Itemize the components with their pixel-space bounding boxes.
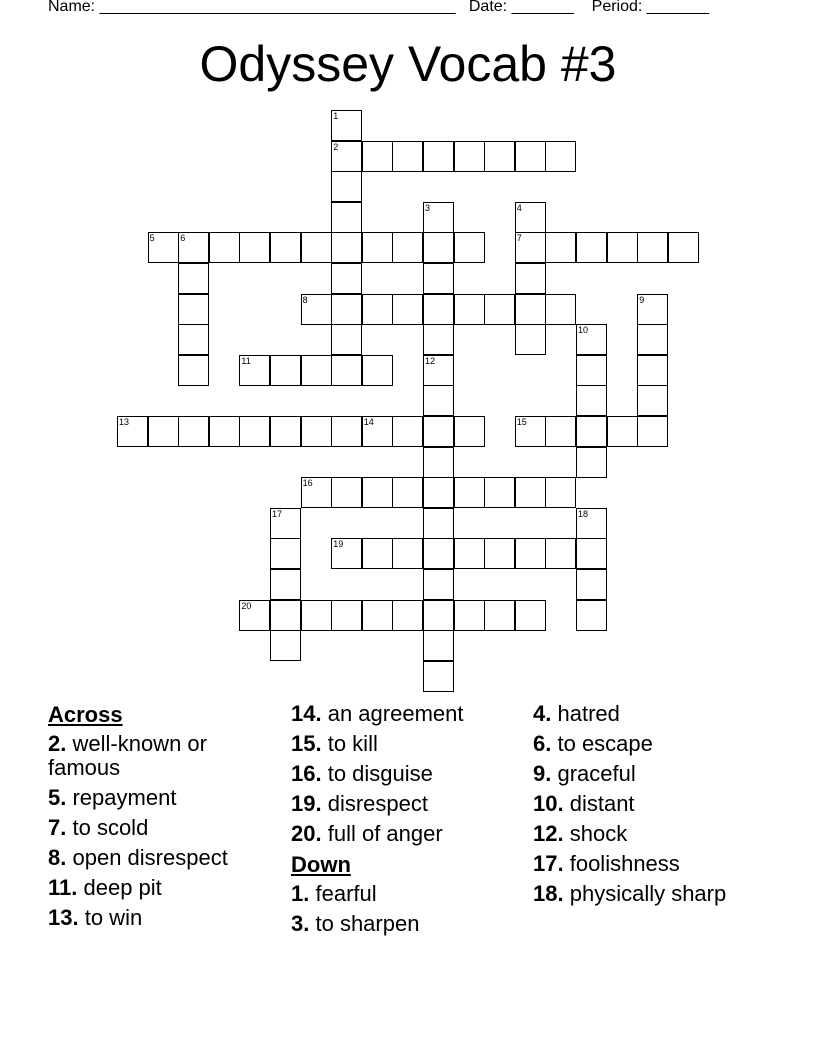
crossword-cell[interactable] bbox=[576, 385, 607, 416]
crossword-cell[interactable] bbox=[423, 477, 454, 508]
crossword-cell[interactable] bbox=[178, 232, 209, 263]
crossword-cell[interactable] bbox=[637, 294, 668, 325]
cell-number: 3 bbox=[425, 202, 431, 213]
cell-number: 17 bbox=[272, 508, 283, 519]
clue-across-15 bbox=[291, 732, 526, 756]
clue-across-13 bbox=[48, 906, 283, 930]
crossword-cell[interactable] bbox=[362, 232, 393, 263]
clue-column-2 bbox=[291, 702, 526, 942]
clue-across-19 bbox=[291, 792, 526, 816]
crossword-cell[interactable] bbox=[576, 355, 607, 386]
crossword-cell[interactable] bbox=[515, 600, 546, 631]
crossword-cell[interactable] bbox=[637, 355, 668, 386]
clue-across-5 bbox=[48, 786, 283, 810]
crossword-cell[interactable] bbox=[331, 171, 362, 202]
clue-text: shock bbox=[569, 821, 628, 846]
cell-number: 13 bbox=[119, 417, 130, 427]
clue-down-6 bbox=[533, 732, 768, 756]
cell-number: 15 bbox=[516, 417, 527, 427]
clue-number: 15. bbox=[291, 731, 322, 756]
crossword-cell[interactable] bbox=[423, 508, 454, 539]
crossword-cell[interactable] bbox=[423, 416, 454, 447]
clue-number: 5. bbox=[48, 785, 67, 810]
crossword-cell[interactable] bbox=[484, 477, 515, 508]
crossword-cell[interactable] bbox=[331, 202, 362, 233]
cell-number: 8 bbox=[302, 294, 308, 305]
crossword-cell[interactable] bbox=[454, 538, 485, 569]
crossword-cell[interactable] bbox=[178, 416, 209, 447]
clue-text: to sharpen bbox=[315, 911, 420, 936]
crossword-cell[interactable] bbox=[637, 416, 668, 447]
cell-number: 1 bbox=[333, 111, 339, 121]
crossword-cell[interactable] bbox=[423, 141, 454, 172]
crossword-cell[interactable] bbox=[270, 232, 301, 263]
clue-number: 10. bbox=[533, 791, 564, 816]
clue-text: to disguise bbox=[327, 761, 433, 786]
crossword-cell[interactable] bbox=[637, 324, 668, 355]
crossword-cell[interactable] bbox=[209, 416, 240, 447]
crossword-cell[interactable] bbox=[423, 202, 454, 233]
crossword-cell[interactable] bbox=[331, 600, 362, 631]
clue-down-17 bbox=[533, 852, 768, 876]
crossword-cell[interactable] bbox=[515, 232, 546, 263]
page-title: Odyssey Vocab #3 bbox=[199, 36, 617, 92]
crossword-cell[interactable] bbox=[270, 416, 301, 447]
crossword-cell[interactable] bbox=[392, 294, 423, 325]
crossword-cell[interactable] bbox=[454, 141, 485, 172]
crossword-cell[interactable] bbox=[423, 600, 454, 631]
crossword-cell[interactable] bbox=[178, 324, 209, 355]
crossword-cell[interactable] bbox=[362, 416, 393, 447]
clue-number: 9. bbox=[533, 761, 552, 786]
crossword-cell[interactable] bbox=[607, 232, 638, 263]
crossword-cell[interactable] bbox=[545, 416, 576, 447]
clue-across-11 bbox=[48, 876, 283, 900]
clue-down-10 bbox=[533, 792, 768, 816]
date-blank[interactable]: _______ bbox=[511, 0, 574, 15]
crossword-cell[interactable] bbox=[637, 385, 668, 416]
crossword-cell[interactable] bbox=[301, 232, 332, 263]
clue-number: 11. bbox=[48, 875, 78, 900]
clue-number: 16. bbox=[291, 761, 322, 786]
name-blank[interactable]: ________________________________________ bbox=[99, 0, 456, 15]
clue-down-18 bbox=[533, 882, 768, 906]
crossword-cell[interactable] bbox=[270, 630, 301, 661]
cell-number: 18 bbox=[578, 508, 589, 519]
crossword-cell[interactable] bbox=[270, 355, 301, 386]
crossword-cell[interactable] bbox=[576, 232, 607, 263]
clue-number: 17. bbox=[533, 851, 564, 876]
clue-number: 12. bbox=[533, 821, 564, 846]
crossword-cell[interactable] bbox=[392, 600, 423, 631]
crossword-cell[interactable] bbox=[454, 416, 485, 447]
crossword-cell[interactable] bbox=[362, 355, 393, 386]
crossword-cell[interactable] bbox=[270, 600, 301, 631]
crossword-cell[interactable] bbox=[423, 538, 454, 569]
crossword-cell[interactable] bbox=[362, 477, 393, 508]
crossword-cell[interactable] bbox=[423, 355, 454, 386]
crossword-cell[interactable] bbox=[362, 538, 393, 569]
clue-text: fearful bbox=[315, 881, 377, 906]
cell-number: 9 bbox=[639, 294, 645, 305]
clue-text: foolishness bbox=[569, 851, 680, 876]
crossword-cell[interactable] bbox=[576, 508, 607, 539]
cell-number: 14 bbox=[363, 417, 374, 427]
crossword-cell[interactable] bbox=[148, 416, 179, 447]
crossword-cell[interactable] bbox=[331, 324, 362, 355]
crossword-cell[interactable] bbox=[576, 416, 607, 447]
crossword-cell[interactable] bbox=[515, 538, 546, 569]
crossword-cell[interactable] bbox=[270, 569, 301, 600]
cell-number: 19 bbox=[333, 539, 344, 550]
crossword-cell[interactable] bbox=[392, 141, 423, 172]
cell-number: 12 bbox=[425, 355, 436, 366]
clue-across-16 bbox=[291, 762, 526, 786]
crossword-cell[interactable] bbox=[392, 538, 423, 569]
crossword-cell[interactable] bbox=[454, 232, 485, 263]
clue-down-4 bbox=[533, 702, 768, 726]
cell-number: 5 bbox=[149, 233, 155, 244]
clue-down-1 bbox=[291, 882, 526, 906]
cell-number: 11 bbox=[241, 355, 251, 366]
clue-number: 20. bbox=[291, 821, 322, 846]
clue-text: to scold bbox=[72, 815, 149, 840]
crossword-cell[interactable] bbox=[362, 600, 393, 631]
clue-number: 8. bbox=[48, 845, 67, 870]
crossword-cell[interactable] bbox=[423, 385, 454, 416]
crossword-cell[interactable] bbox=[545, 294, 576, 325]
cell-number: 6 bbox=[180, 233, 186, 244]
crossword-cell[interactable] bbox=[515, 202, 546, 233]
clue-number: 3. bbox=[291, 911, 310, 936]
clue-number: 19. bbox=[291, 791, 322, 816]
crossword-cell[interactable] bbox=[209, 232, 240, 263]
clue-text: physically sharp bbox=[569, 881, 727, 906]
clue-across-20 bbox=[291, 822, 526, 846]
crossword-cell[interactable] bbox=[423, 569, 454, 600]
crossword-cell[interactable] bbox=[331, 110, 362, 141]
crossword-cell[interactable] bbox=[545, 232, 576, 263]
crossword-cell[interactable] bbox=[576, 569, 607, 600]
cell-number: 2 bbox=[333, 141, 339, 152]
period-label: Period: bbox=[591, 0, 643, 15]
crossword-cell[interactable] bbox=[331, 294, 362, 325]
crossword-cell[interactable] bbox=[392, 477, 423, 508]
clue-down-12 bbox=[533, 822, 768, 846]
crossword-cell[interactable] bbox=[239, 232, 270, 263]
crossword-cell[interactable] bbox=[484, 294, 515, 325]
crossword-cell[interactable] bbox=[515, 263, 546, 294]
crossword-cell[interactable] bbox=[331, 355, 362, 386]
crossword-cell[interactable] bbox=[576, 324, 607, 355]
date-label: Date: bbox=[468, 0, 508, 15]
clue-across-2 bbox=[48, 732, 283, 780]
crossword-cell[interactable] bbox=[301, 416, 332, 447]
crossword-cell[interactable] bbox=[301, 294, 332, 325]
crossword-cell[interactable] bbox=[515, 294, 546, 325]
crossword-cell[interactable] bbox=[668, 232, 699, 263]
crossword-cell[interactable] bbox=[178, 355, 209, 386]
clue-text: full of anger bbox=[327, 821, 443, 846]
cell-number: 7 bbox=[516, 233, 522, 244]
down-heading: Down bbox=[291, 852, 351, 877]
crossword-cell[interactable] bbox=[423, 324, 454, 355]
clue-across-8 bbox=[48, 846, 283, 870]
crossword-cell[interactable] bbox=[331, 416, 362, 447]
crossword-cell[interactable] bbox=[362, 294, 393, 325]
crossword-cell[interactable] bbox=[331, 232, 362, 263]
clue-number: 18. bbox=[533, 881, 564, 906]
cell-number: 16 bbox=[302, 478, 313, 489]
crossword-cell[interactable] bbox=[331, 263, 362, 294]
crossword-cell[interactable] bbox=[423, 294, 454, 325]
crossword-cell[interactable] bbox=[423, 630, 454, 661]
crossword-cell[interactable] bbox=[423, 232, 454, 263]
crossword-cell[interactable] bbox=[484, 141, 515, 172]
clue-column-1 bbox=[48, 702, 283, 936]
crossword-cell[interactable] bbox=[178, 294, 209, 325]
clue-down-3 bbox=[291, 912, 526, 936]
crossword-cell[interactable] bbox=[607, 416, 638, 447]
crossword-cell[interactable] bbox=[545, 538, 576, 569]
crossword-cell[interactable] bbox=[576, 600, 607, 631]
crossword-cell[interactable] bbox=[423, 263, 454, 294]
clue-number: 7. bbox=[48, 815, 67, 840]
crossword-cell[interactable] bbox=[392, 232, 423, 263]
crossword-cell[interactable] bbox=[239, 600, 270, 631]
crossword-cell[interactable] bbox=[545, 141, 576, 172]
crossword-cell[interactable] bbox=[331, 477, 362, 508]
clue-text: distant bbox=[569, 791, 635, 816]
crossword-cell[interactable] bbox=[301, 600, 332, 631]
clue-text: graceful bbox=[557, 761, 636, 786]
crossword-cell[interactable] bbox=[178, 263, 209, 294]
crossword-cell[interactable] bbox=[301, 477, 332, 508]
period-blank[interactable]: _______ bbox=[646, 0, 710, 15]
crossword-cell[interactable] bbox=[515, 416, 546, 447]
crossword-cell[interactable] bbox=[270, 538, 301, 569]
crossword-cell[interactable] bbox=[301, 355, 332, 386]
crossword-cell[interactable] bbox=[454, 600, 485, 631]
crossword-cell[interactable] bbox=[362, 141, 393, 172]
clue-text: an agreement bbox=[327, 701, 464, 726]
name-label: Name: bbox=[48, 0, 96, 15]
crossword-cell[interactable] bbox=[148, 232, 179, 263]
crossword-cell[interactable] bbox=[270, 508, 301, 539]
clue-text: to escape bbox=[557, 731, 653, 756]
cell-number: 4 bbox=[516, 202, 522, 213]
clue-text: deep pit bbox=[83, 875, 162, 900]
cell-number: 10 bbox=[578, 325, 589, 336]
clue-down-9 bbox=[533, 762, 768, 786]
clue-text: repayment bbox=[72, 785, 177, 810]
crossword-cell[interactable] bbox=[484, 538, 515, 569]
crossword-cell[interactable] bbox=[454, 294, 485, 325]
clue-number: 1. bbox=[291, 881, 310, 906]
clue-text: open disrespect bbox=[72, 845, 228, 870]
crossword-cell[interactable] bbox=[545, 477, 576, 508]
crossword-cell[interactable] bbox=[239, 355, 270, 386]
clue-number: 6. bbox=[533, 731, 552, 756]
clue-number: 2. bbox=[48, 731, 67, 756]
crossword-cell[interactable] bbox=[331, 141, 362, 172]
clue-text: disrespect bbox=[327, 791, 428, 816]
crossword-cell[interactable] bbox=[423, 447, 454, 478]
crossword-cell[interactable] bbox=[637, 232, 668, 263]
crossword-cell[interactable] bbox=[576, 447, 607, 478]
crossword-cell[interactable] bbox=[515, 477, 546, 508]
clue-number: 14. bbox=[291, 701, 322, 726]
clue-column-3 bbox=[533, 702, 768, 912]
clue-across-14 bbox=[291, 702, 526, 726]
crossword-cell[interactable] bbox=[576, 538, 607, 569]
crossword-cell[interactable] bbox=[515, 324, 546, 355]
crossword-cell[interactable] bbox=[515, 141, 546, 172]
clue-number: 13. bbox=[48, 905, 79, 930]
across-heading: Across bbox=[48, 702, 123, 727]
clue-text: hatred bbox=[557, 701, 620, 726]
crossword-cell[interactable] bbox=[454, 477, 485, 508]
crossword-cell[interactable] bbox=[423, 661, 454, 692]
clue-text: to kill bbox=[327, 731, 378, 756]
clue-text: well-known or famous bbox=[48, 731, 207, 780]
crossword-cell[interactable] bbox=[484, 600, 515, 631]
crossword-cell[interactable] bbox=[117, 416, 148, 447]
clue-text: to win bbox=[84, 905, 143, 930]
crossword-cell[interactable] bbox=[392, 416, 423, 447]
clue-number: 4. bbox=[533, 701, 552, 726]
clue-across-7 bbox=[48, 816, 283, 840]
crossword-cell[interactable] bbox=[239, 416, 270, 447]
crossword-cell[interactable] bbox=[331, 538, 362, 569]
cell-number: 20 bbox=[241, 600, 252, 611]
